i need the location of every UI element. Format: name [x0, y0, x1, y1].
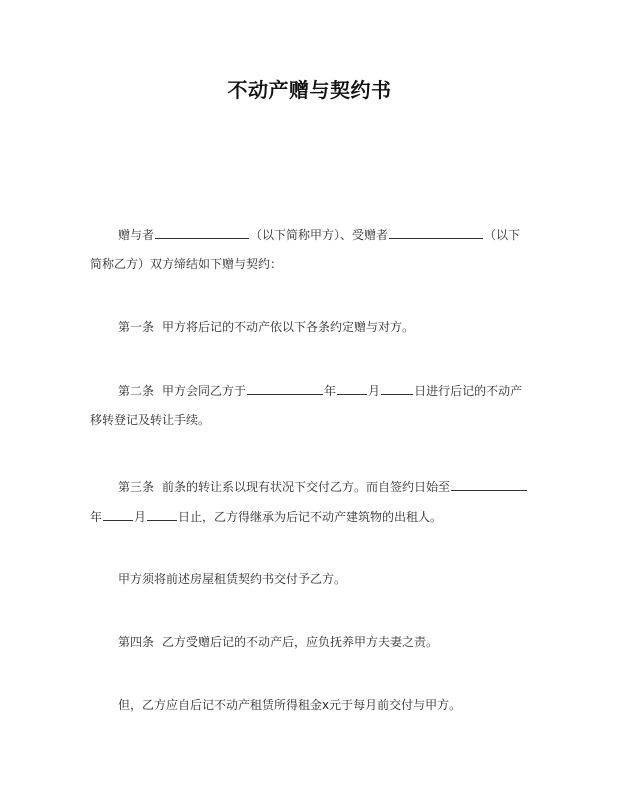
donee-alias-start: （以下 [484, 228, 521, 242]
article-2-line-1 [118, 382, 522, 399]
donee-name-blank[interactable] [389, 226, 483, 239]
donor-name-blank[interactable] [155, 226, 249, 239]
donor-alias: （以下简称甲方）、受赠者 [250, 228, 389, 242]
article-3-text-after: 日止，乙方得继承为后记不动产建筑物的出租人。 [178, 510, 443, 524]
article-3-month-label: 月 [134, 510, 147, 524]
article-3-day-blank[interactable] [147, 508, 177, 521]
article-1 [118, 319, 414, 335]
article-2-year-blank[interactable] [247, 382, 323, 395]
article-2-day-blank[interactable] [381, 382, 413, 395]
article-2-year-label: 年 [324, 384, 337, 398]
preamble-line-2: 简称乙方）双方缔结如下赠与契约： [90, 257, 283, 271]
article-3-line-2 [90, 508, 442, 525]
article-2-text-before: 甲方会同乙方于 [162, 384, 247, 398]
article-3-month-blank[interactable] [103, 508, 133, 521]
article-2-line-2: 移转登记及转让手续。 [90, 413, 211, 427]
donor-label: 赠与者 [118, 228, 155, 242]
article-4-note: 但，乙方应自后记不动产租赁所得租金x元于每月前交付与甲方。 [118, 698, 462, 712]
article-4-text: 乙方受赠后记的不动产后，应负抚养甲方夫妻之责。 [162, 635, 439, 649]
article-2-month-label: 月 [368, 384, 381, 398]
article-4-number: 第四条 [118, 635, 155, 649]
article-1-text: 甲方将后记的不动产依以下各条约定赠与对方。 [162, 320, 415, 334]
article-3-text-before: 前条的转让系以现有状况下交付乙方。而自签约日始至 [162, 480, 451, 494]
preamble-line-1 [118, 226, 520, 243]
document-title: 不动产赠与契约书 [227, 78, 392, 102]
article-3-year-label: 年 [90, 510, 103, 524]
article-3-year-blank[interactable] [451, 478, 527, 491]
article-2-number: 第二条 [118, 384, 155, 398]
article-2-month-blank[interactable] [337, 382, 367, 395]
article-1-number: 第一条 [118, 320, 155, 334]
article-2-text-after: 日进行后记的不动产 [414, 384, 523, 398]
article-3-line-1 [118, 478, 528, 495]
article-3-number: 第三条 [118, 480, 155, 494]
article-3-note: 甲方须将前述房屋租赁契约书交付予乙方。 [118, 572, 347, 586]
article-4 [118, 634, 438, 650]
